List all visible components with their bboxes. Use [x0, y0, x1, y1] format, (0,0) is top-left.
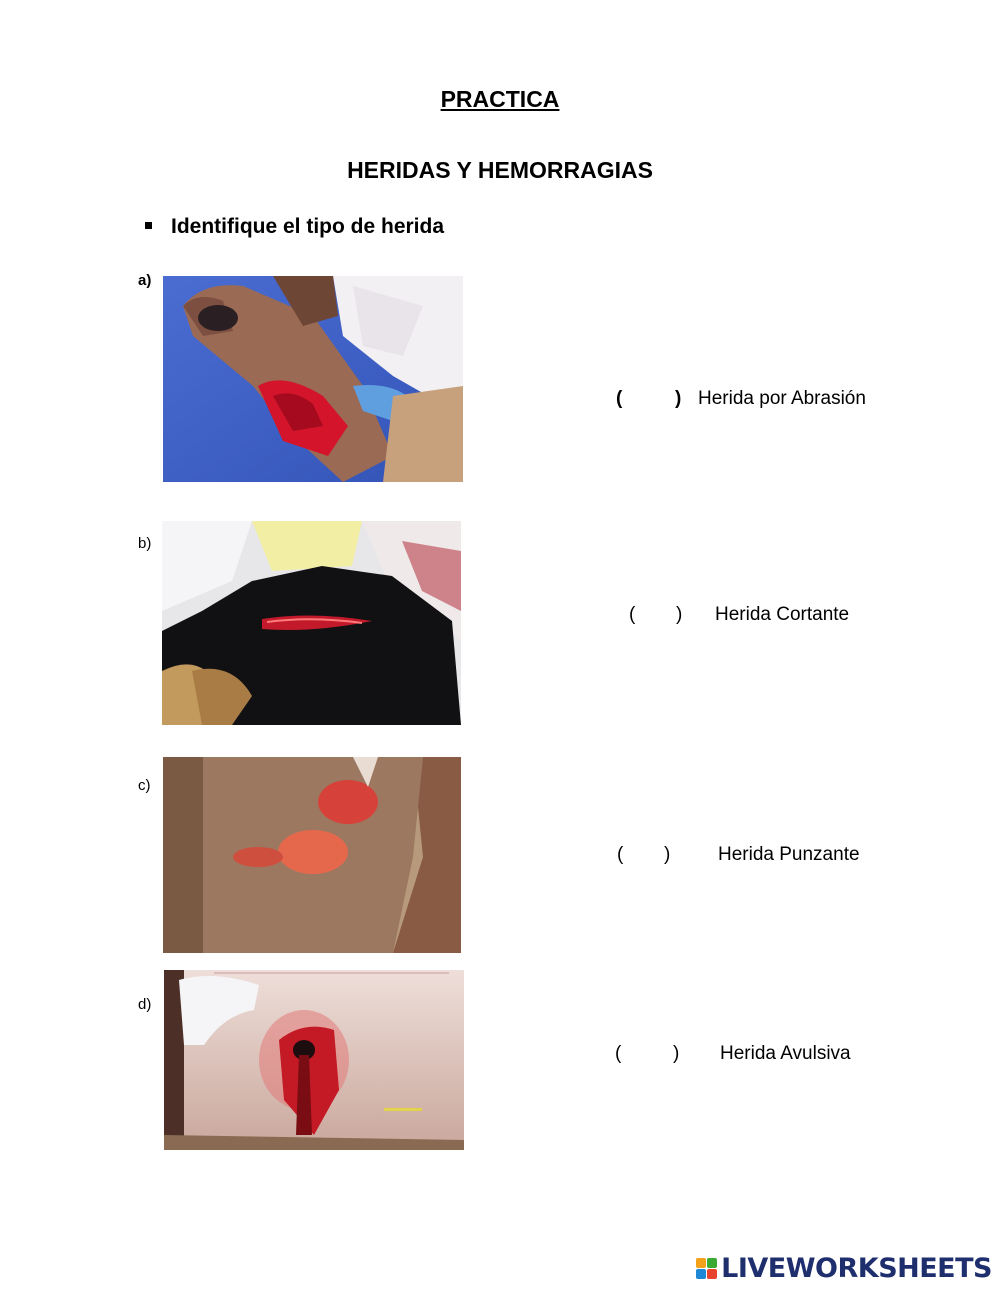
paren-close: )	[664, 844, 671, 865]
logo-square	[707, 1258, 717, 1268]
liveworksheets-logo	[696, 1253, 992, 1284]
option-text: Herida Cortante	[715, 604, 850, 625]
paren-close: )	[673, 1043, 680, 1064]
answer-row-c	[617, 844, 877, 870]
option-text: Herida por Abrasión	[698, 388, 866, 409]
item-label-c: c)	[138, 777, 151, 794]
answer-row-b	[629, 604, 869, 630]
page-title: PRACTICA	[440, 86, 560, 112]
instruction	[145, 215, 444, 239]
logo-grid-icon	[696, 1258, 717, 1279]
answer-row-d	[615, 1043, 875, 1069]
item-label-a: a)	[138, 272, 152, 289]
paren-open: (	[617, 844, 624, 865]
option-text: Herida Avulsiva	[720, 1043, 851, 1064]
page-subtitle: HERIDAS Y HEMORRAGIAS	[347, 157, 653, 183]
answer-row-a	[616, 388, 886, 414]
logo-text: LIVEWORKSHEETS	[721, 1253, 992, 1284]
paren-open: (	[616, 388, 623, 409]
paren-close: )	[675, 388, 682, 409]
logo-square	[696, 1258, 706, 1268]
paren-close: )	[676, 604, 683, 625]
scalp-laceration-photo	[162, 521, 461, 725]
finger-wound-photo	[163, 276, 463, 482]
instruction-text: Identifique el tipo de herida	[171, 215, 445, 238]
item-label-b: b)	[138, 535, 152, 552]
logo-square	[696, 1269, 706, 1279]
leg-abrasion-photo	[163, 757, 461, 953]
bullet-icon	[145, 222, 152, 229]
logo-square	[707, 1269, 717, 1279]
paren-open: (	[615, 1043, 622, 1064]
paren-open: (	[629, 604, 636, 625]
puncture-wound-photo	[164, 970, 464, 1150]
item-label-d: d)	[138, 996, 152, 1013]
option-text: Herida Punzante	[718, 844, 860, 865]
